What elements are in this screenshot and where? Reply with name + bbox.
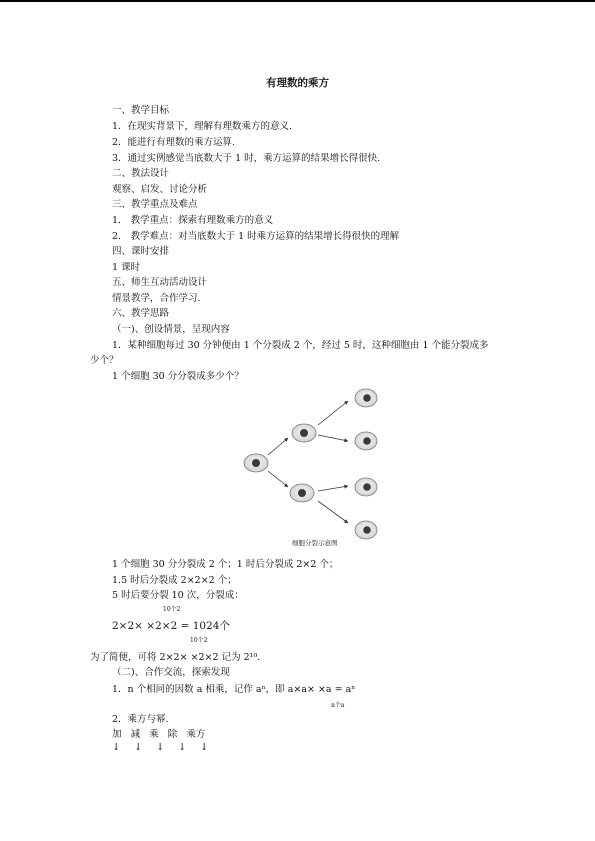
op-divide: 除 bbox=[167, 729, 178, 740]
arrow-lower-top bbox=[318, 486, 348, 491]
goal-2: 2．能进行有理数的乘方运算. bbox=[112, 137, 236, 148]
formula-1024: 2×2× ×2×2 = 1024个 bbox=[112, 620, 230, 632]
cell-gen1-lower bbox=[290, 484, 314, 502]
goal-1: 1．在现实背景下，理解有理数乘方的意义. bbox=[112, 121, 293, 132]
division-step-2: 1.5 时后分裂成 2×2×2 个； bbox=[112, 575, 237, 586]
cell-division-diagram bbox=[238, 383, 388, 548]
power-definition: 1．n 个相同的因数 a 相乘，记作 aⁿ，即 a×a× ×a = aⁿ bbox=[112, 684, 356, 695]
keypoint-1: 1． 教学重点：探索有理数乘方的意义 bbox=[112, 215, 274, 226]
arrow-root-lower bbox=[268, 471, 288, 487]
arrow-upper-top bbox=[318, 401, 348, 425]
problem-line-1: 1．某种细胞每过 30 分钟便由 1 个分裂成 2 个，经过 5 时，这种细胞由 1 个能分裂成多 bbox=[112, 340, 489, 351]
arrow-down-icon: ↓ bbox=[178, 742, 187, 753]
formula-underbrace-label: 10个2 bbox=[190, 637, 208, 644]
arrow-upper-bottom bbox=[318, 435, 348, 441]
op-multiply: 乘 bbox=[149, 729, 159, 740]
schedule-text: 1 课时 bbox=[112, 262, 141, 273]
division-step-1: 1 个细胞 30 分分裂成 2 个；1 时后分裂成 2×2 个； bbox=[112, 559, 339, 570]
formula-overbrace-label: 10个2 bbox=[163, 606, 181, 613]
goal-3: 3．通过实例感觉当底数大于 1 时，乘方运算的结果增长得很快. bbox=[112, 153, 381, 164]
power-and-exponent: 2．乘方与幂. bbox=[112, 714, 169, 725]
cell-gen2-2 bbox=[355, 432, 377, 450]
heading-schedule: 四、课时安排 bbox=[112, 246, 170, 257]
op-add: 加 bbox=[112, 729, 122, 740]
power-definition-underlabel: n个a bbox=[331, 702, 345, 709]
heading-keypoints: 三、教学重点及难点 bbox=[112, 199, 198, 210]
activity-text: 情景教学，合作学习. bbox=[112, 293, 201, 304]
arrow-root-upper bbox=[268, 438, 288, 455]
cell-root bbox=[244, 454, 268, 472]
arrow-down-icon: ↓ bbox=[112, 742, 121, 753]
heading-activity: 五、师生互动活动设计 bbox=[112, 277, 208, 288]
division-step-3: 5 时后要分裂 10 次，分裂成： bbox=[112, 590, 244, 601]
page-title: 有理数的乘方 bbox=[266, 77, 329, 89]
simplify-line: 为了简便，可将 2×2× ×2×2 记为 2¹⁰. bbox=[90, 652, 261, 663]
cell-gen2-1 bbox=[355, 389, 377, 407]
heading-goals: 一、教学目标 bbox=[112, 105, 170, 116]
method-text: 观察、启发、讨论分析 bbox=[112, 184, 208, 195]
cell-gen2-4 bbox=[355, 521, 377, 539]
op-power: 乘方 bbox=[186, 729, 206, 740]
op-subtract: 减 bbox=[130, 729, 141, 740]
top-border-line bbox=[0, 0, 595, 2]
diagram-caption: 细胞分裂示意图 bbox=[292, 539, 338, 547]
cell-gen1-upper bbox=[292, 424, 316, 442]
keypoint-2: 2． 教学难点：对当底数大于 1 时乘方运算的结果增长得很快的理解 bbox=[112, 231, 400, 242]
arrow-down-icon: ↓ bbox=[134, 742, 143, 753]
heading-approach: 六、教学思路 bbox=[112, 308, 170, 319]
question-line: 1 个细胞 30 分分裂成多少个？ bbox=[112, 371, 244, 382]
operations-arrows bbox=[112, 742, 222, 753]
subheading-explore: （二)、合作交流，探索发现 bbox=[112, 667, 230, 678]
arrow-lower-bottom bbox=[318, 501, 348, 523]
heading-method: 二、教法设计 bbox=[112, 168, 170, 179]
arrow-down-icon: ↓ bbox=[200, 742, 209, 753]
subheading-scenario: （一)、创设情景，呈现内容 bbox=[112, 324, 230, 335]
cell-gen2-3 bbox=[355, 478, 377, 496]
operations-row bbox=[112, 729, 205, 741]
arrow-down-icon: ↓ bbox=[156, 742, 165, 753]
problem-line-2: 少个？ bbox=[90, 355, 119, 366]
